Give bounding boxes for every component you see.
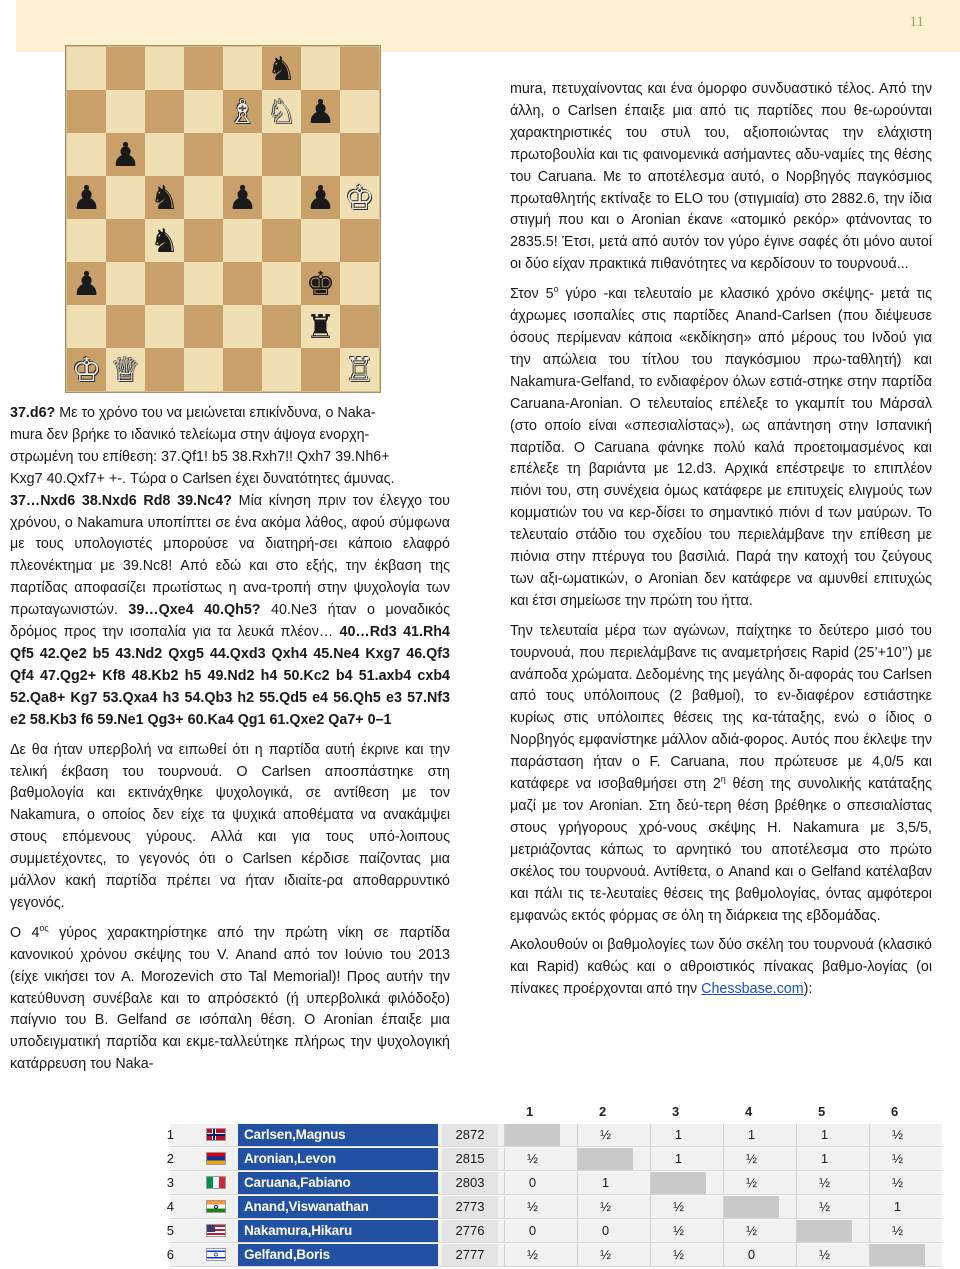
table-row	[166, 1172, 942, 1195]
board-square	[340, 305, 379, 348]
standings-column-header: 1	[526, 1104, 534, 1119]
black-pawn-g5: ♟	[305, 178, 336, 217]
board-square	[301, 133, 340, 176]
board-square	[340, 219, 379, 262]
player-name: Caruana,Fabiano	[238, 1172, 438, 1194]
board-square	[67, 133, 106, 176]
left-column	[10, 403, 450, 1076]
result-cell: ½	[796, 1172, 852, 1194]
standings-column-header: 2	[599, 1104, 607, 1119]
board-square	[106, 176, 145, 219]
white-knight-f7: ♘	[266, 92, 297, 131]
left-para1-line2: mura δεν βρήκε το ιδανικό τελείωμα στην άψογα ενορχη-	[10, 426, 370, 443]
board-square	[340, 47, 379, 90]
armenia-flag-icon	[206, 1152, 226, 1165]
result-cell: ½	[869, 1124, 925, 1146]
board-square	[106, 47, 145, 90]
player-name: Carlsen,Magnus	[238, 1124, 438, 1146]
result-cell: 1	[650, 1124, 706, 1146]
board-square	[67, 90, 106, 133]
table-row	[166, 1124, 942, 1147]
ordinal-suffix: ο	[553, 284, 559, 295]
israel-flag-icon: ✡	[206, 1248, 226, 1261]
player-rating: 2872	[442, 1124, 498, 1146]
board-square	[67, 219, 106, 262]
player-name: Gelfand,Boris	[238, 1244, 438, 1266]
result-cell: 1	[650, 1148, 706, 1170]
result-cell: 0	[577, 1220, 633, 1242]
board-square	[67, 47, 106, 90]
norway-flag-icon	[206, 1128, 226, 1141]
rank-number: 6	[166, 1247, 174, 1262]
result-cell: 1	[796, 1148, 852, 1170]
board-square	[106, 219, 145, 262]
result-cell: 1	[723, 1124, 779, 1146]
result-cell: ½	[650, 1196, 706, 1218]
left-para1-line4: Kxg7 40.Qxf7+ +-. Τώρα ο Carlsen έχει δυνατότητες άμυνας.	[10, 470, 395, 487]
white-bishop-e7: ♗	[227, 92, 258, 131]
page-number: 11	[909, 14, 924, 30]
left-para3-start: Ο 4	[10, 924, 40, 941]
chess-diagram	[65, 45, 381, 393]
player-name: Aronian,Levon	[238, 1148, 438, 1170]
board-square	[184, 47, 223, 90]
black-pawn-g7: ♟	[305, 92, 336, 131]
black-pawn-e5: ♟	[227, 178, 258, 217]
black-knight-c4: ♞	[149, 221, 180, 260]
result-cell: ½	[869, 1148, 925, 1170]
board-square	[223, 219, 262, 262]
board-square	[184, 219, 223, 262]
board-square	[184, 348, 223, 391]
player-rating: 2773	[442, 1196, 498, 1218]
right-para2-rest: γύρο -και τελευταίο με κλασικό χρόνο σκέψης- μετά τις άχρωμες ισοπαλίες στις παρτίδες Anand-Carlsen (που διέψευσε όσους περίμεναν κάποια «εκδίκηση» από μέρους του Ινδού για την απώλεια του τίτλου του παγκόσμιου πρω-ταθλητή) και Nakamura-Gelfand, το ενδιαφέρον όλων εστιά-στηκε στην παρτίδα Caruana-Aronian. Ο τελευταίος επέλεξε το γκαμπίτ του Μάρσαλ (στο οποίο είναι «σπεσιαλίστας»), ως απάντηση στην Ισπανική παρτίδα. Ο Caruana φάνηκε πολύ καλά προετοιμασμένος και επέλεξε τη βαριάντα με 12.d3. Αρχικά επέστρεψε το επιπλέον πιόνι του, στη συνέχεια όμως κατάφερε με επιτυχείς ελιγμούς των κομματιών του να κερ-δίσει το σημαντικό πιόνι d των μαύρων. Το τελευταίο στάδιο του σχεδίου του περιελάμβανε την επίθεση με πιόνια στην πτέρυγα του βασιλιά. Παρά την κατοχή του ζεύγους των αξι-ωματικών, ο Aronian δεν κατάφερε να αμυνθεί επιτυχώς και έτσι σημείωσε την πρώτη του ήττα.	[510, 286, 932, 609]
board-square	[184, 262, 223, 305]
board-square	[145, 262, 184, 305]
table-row	[166, 1244, 942, 1267]
result-cell: ½	[504, 1148, 560, 1170]
board-square	[106, 90, 145, 133]
right-para4-start: Ακολουθούν οι βαθμολογίες των δύο σκέλη του τουρνουά (κλασικό και Rapid) καθώς και ο αθροιστικός πίνακας βαθμο-λογίας (οι πίνακες προέρχονται από την	[510, 937, 932, 998]
result-cell: ½	[869, 1172, 925, 1194]
player-rating: 2803	[442, 1172, 498, 1194]
board-square	[340, 90, 379, 133]
black-rook-g2: ♜	[305, 307, 336, 346]
standings-column-header: 6	[891, 1104, 899, 1119]
right-paragraph-2	[510, 284, 932, 613]
italy-flag-icon	[206, 1176, 226, 1189]
board-square	[145, 90, 184, 133]
black-pawn-a3: ♟	[71, 264, 102, 303]
player-name: Nakamura,Hikaru	[238, 1220, 438, 1242]
result-cell: 0	[504, 1220, 560, 1242]
white-king-a1: ♔	[71, 350, 102, 389]
board-square	[301, 47, 340, 90]
result-cell: 0	[723, 1244, 779, 1266]
board-square	[301, 348, 340, 391]
board-square	[262, 133, 301, 176]
board-square	[223, 348, 262, 391]
result-cell: ½	[796, 1196, 852, 1218]
player-rating: 2815	[442, 1148, 498, 1170]
left-para3-rest: γύρος χαρακτηρίστηκε από την πρώτη νίκη σε παρτίδα κανονικού χρόνου σκέψης του V. Anand από τον Ιούνιο του 2013 (είχε νικήσει τον A. Morozevich στο Tal Memorial)! Προς αυτήν την κατεύθυνση συνέβαλε και το απρόσεκτό (ή υπερβολικά φιλόδοξο) παίγνιο του B. Gelfand σε ισόπαλη θέση. Ο Aronian έπαιξε μια υποδειγματική παρτίδα και εκμε-ταλλεύτηκε πλήρως την ψυχολογική κατάρρευση του Naka-	[10, 924, 450, 1073]
result-cell: 1	[577, 1172, 633, 1194]
board-square	[340, 133, 379, 176]
result-cell: ½	[577, 1124, 633, 1146]
left-para1-text-a: Μία κίνηση πριν τον έλεγχο του χρόνου, ο Nakamura υποπίπτει σε ένα ακόμα λάθος, αφού σύμφωνα με τους υπολογιστές μπορούσε να διατηρή-σει κάποιο ελαφρό πλεονέκτημα με 39.Nc8! Από εδώ και στο εξής, την έκβαση της παρτίδας αποφασίζει πρωτίστως η ανα-τροπή στην ψυχολογία των πρωταγωνιστών.	[10, 492, 450, 619]
right-column	[510, 79, 932, 1001]
result-cell: ½	[577, 1244, 633, 1266]
board-square	[184, 176, 223, 219]
right-para3-start: Την τελευταία μέρα των αγώνων, παίχτηκε το δεύτερο μισό του τουρνουά, που περιελάμβανε τις αναμετρήσεις Rapid (25’+10’’) με ανάποδα χρώματα. Δεδομένης της μεγάλης δι-αφοράς του Carlsen από τους υπόλοιπους (2 βαθμοί), το εν-διαφέρον εστιάστηκε κυρίως στις υπόλοιπες θέσεις της κα-τάταξης, ενώ ο ίδιος ο Νορβηγός εμφανίστηκε μάλλον αδιά-φορος. Αυτός που έκλεψε την παράσταση ήταν ο F. Caruana, που πρώτευσε με 4,0/5 και κατάφερε να ισοβαθμήσει στη 2	[510, 622, 932, 793]
left-paragraph-2: Δε θα ήταν υπερβολή να ειπωθεί ότι η παρτίδα αυτή έκρινε και την τελική έκβαση του τουρνουά. Ο Carlsen αποσπάστηκε στη βαθμολογία και εκτινάχθηκε ψυχολογικά, σε αντίθεση με τον Nakamura, ο οποίος δεν είχε τα ψυχικά αποθέματα να ανακάμψει στους επόμενους γύρους. Αλλά και για τους υπό-λοιπους συμμετέχοντες, το γεγονός ότι ο Carlsen κέρδισε παίζοντας μια μάλλον κακή παρτίδα πρέπει να ήταν ιδιαίτε-ρα αποθαρρυντικό γεγονός.	[10, 741, 450, 911]
moves-a: 37…Nxd6 38.Nxd6 Rd8 39.Nc4?	[10, 492, 232, 509]
rank-number: 4	[166, 1199, 174, 1214]
result-cell: ½	[504, 1244, 560, 1266]
rank-number: 3	[166, 1175, 174, 1190]
ordinal-suffix: η	[720, 774, 726, 785]
result-cell: ½	[504, 1196, 560, 1218]
result-cell: ½	[723, 1220, 779, 1242]
left-paragraph-3	[10, 923, 450, 1076]
self-cell	[869, 1244, 925, 1266]
chess-board	[67, 47, 379, 391]
board-square	[223, 305, 262, 348]
standings-column-header: 4	[745, 1104, 753, 1119]
rank-number: 1	[166, 1127, 174, 1142]
left-para1-line3: στρωμένη του επίθεση: 37.Qf1! b5 38.Rxh7!! Qxh7 39.Nh6+	[10, 448, 390, 465]
table-row	[166, 1148, 942, 1171]
board-square	[67, 305, 106, 348]
result-cell: ½	[723, 1172, 779, 1194]
right-para4-end: ):	[803, 981, 813, 998]
result-cell: 0	[504, 1172, 560, 1194]
board-square	[106, 305, 145, 348]
board-square	[184, 90, 223, 133]
rank-number: 5	[166, 1223, 174, 1238]
moves-b: 39…Qxe4 40.Qh5?	[128, 602, 261, 619]
india-flag-icon	[206, 1200, 226, 1213]
result-cell: ½	[577, 1196, 633, 1218]
board-square	[145, 133, 184, 176]
result-cell: ½	[796, 1244, 852, 1266]
white-queen-b1: ♕	[110, 350, 141, 389]
standings-table	[166, 1098, 942, 1266]
player-rating: 2777	[442, 1244, 498, 1266]
board-square	[262, 219, 301, 262]
player-name: Anand,Viswanathan	[238, 1196, 438, 1218]
board-square	[340, 262, 379, 305]
chessbase-link[interactable]: Chessbase.com	[701, 981, 804, 998]
board-square	[145, 305, 184, 348]
board-square	[145, 348, 184, 391]
table-row	[166, 1220, 942, 1243]
right-paragraph-4	[510, 935, 932, 1001]
black-king-g3: ♚	[305, 264, 336, 303]
standings-column-header: 3	[672, 1104, 680, 1119]
black-pawn-a5: ♟	[71, 178, 102, 217]
board-square	[262, 262, 301, 305]
left-para1-text-b: 40.Ne3 ήταν ο μοναδικός δρόμος προς την ισοπαλία για τα λευκά πλέον…	[10, 602, 451, 641]
result-cell: 1	[869, 1196, 925, 1218]
black-knight-c5: ♞	[149, 178, 180, 217]
black-knight-f8: ♞	[266, 49, 297, 88]
self-cell	[723, 1196, 779, 1218]
self-cell	[796, 1220, 852, 1242]
table-row	[166, 1196, 942, 1219]
right-paragraph-3	[510, 621, 932, 928]
usa-flag-icon	[206, 1224, 226, 1237]
result-cell: ½	[869, 1220, 925, 1242]
self-cell	[504, 1124, 560, 1146]
board-square	[223, 262, 262, 305]
board-square	[106, 262, 145, 305]
board-square	[262, 176, 301, 219]
left-para1-line1: Με το χρόνο του να μειώνεται επικίνδυνα, ο Naka-	[55, 405, 376, 421]
board-square	[223, 47, 262, 90]
board-square	[184, 305, 223, 348]
right-para3-rest: θέση της συνολικής κατάταξης μαζί με τον Aronian. Στη δεύ-τερη θέση βρέθηκε ο σπεσιαλίστας στους γρήγορους χρό-νους σκέψης H. Nakamura με 3,5/5, μετριάζοντας κάπως το αρνητικό του αποτέλεσμα στο πρώτο σκέλος του τουρνουά. Αντίθετα, ο Anand και ο Gelfand κατέλαβαν και πάλι τις τε-λευταίες θέσεις της βαθμολογίας, όντας αμφότεροι εμφανώς εκτός φόρμας σε όλη τη διάρκεια της εβδομάδας.	[510, 776, 933, 924]
result-cell: ½	[650, 1244, 706, 1266]
player-rating: 2776	[442, 1220, 498, 1242]
self-cell	[650, 1172, 706, 1194]
board-square	[262, 348, 301, 391]
result-cell: ½	[723, 1148, 779, 1170]
board-square	[301, 219, 340, 262]
ordinal-suffix: ος	[39, 922, 49, 933]
white-rook-h1: ♖	[344, 350, 375, 389]
left-paragraph-1	[10, 403, 450, 732]
result-cell: 1	[796, 1124, 852, 1146]
self-cell	[577, 1148, 633, 1170]
standings-column-header: 5	[818, 1104, 826, 1119]
result-cell: ½	[650, 1220, 706, 1242]
right-para2-start: Στον 5	[510, 286, 554, 303]
right-paragraph-1: mura, πετυχαίνοντας και ένα όμορφο συνδυαστικό τέλος. Από την άλλη, ο Carlsen έπαιξε μια από τις παρτίδες που θε-ωρούνται χαρακτηριστικές του στυλ του, αξιοποιώντας την ελάχιστη πρωτοβουλία και τις φαινομενικά ασήμαντες αδυ-ναμίες της θέσης του Caruana. Με το αποτέλεσμα αυτό, ο Νορβηγός παγκόσμιος πρωταθλητής εκτίναξε το ELO του (στιγμιαία) στο 2882.6, την ίδια στιγμή που και ο Aronian έκανε «ατομικό ρεκόρ» φτάνοντας το 2835.5! Έτσι, μετά από αυτόν τον γύρο έγινε σαφές ότι μόνο αυτοί οι δύο είχαν πρακτικά πιθανότητες να κερδίσουν το τουρνουά...	[510, 81, 932, 273]
move-prefix: 37.d6?	[10, 405, 56, 421]
white-king-h5: ♔	[344, 178, 375, 217]
board-square	[223, 133, 262, 176]
board-square	[262, 305, 301, 348]
board-square	[145, 47, 184, 90]
board-square	[184, 133, 223, 176]
moves-c: 40…Rd3 41.Rh4 Qf5 42.Qe2 b5 43.Nd2 Qxg5 44.Qxd3 Qxh4 45.Ne4 Kxg7 46.Qf3 Qf4 47.Qg2+ Kf8 48.Kb2 h5 49.Nd2 h4 50.Kc2 b4 51.axb4 cxb4 52.Qa8+ Kg7 53.Qxa4 h3 54.Qb3 h2 55.Qd5 e4 56.Qh5 e3 57.Nf3 e2 58.Kb3 f6 59.Ne1 Qg3+ 60.Ka4 Qg1 61.Qxe2 Qa7+ 0–1	[10, 624, 450, 728]
rank-number: 2	[166, 1151, 174, 1166]
black-pawn-b6: ♟	[110, 135, 141, 174]
